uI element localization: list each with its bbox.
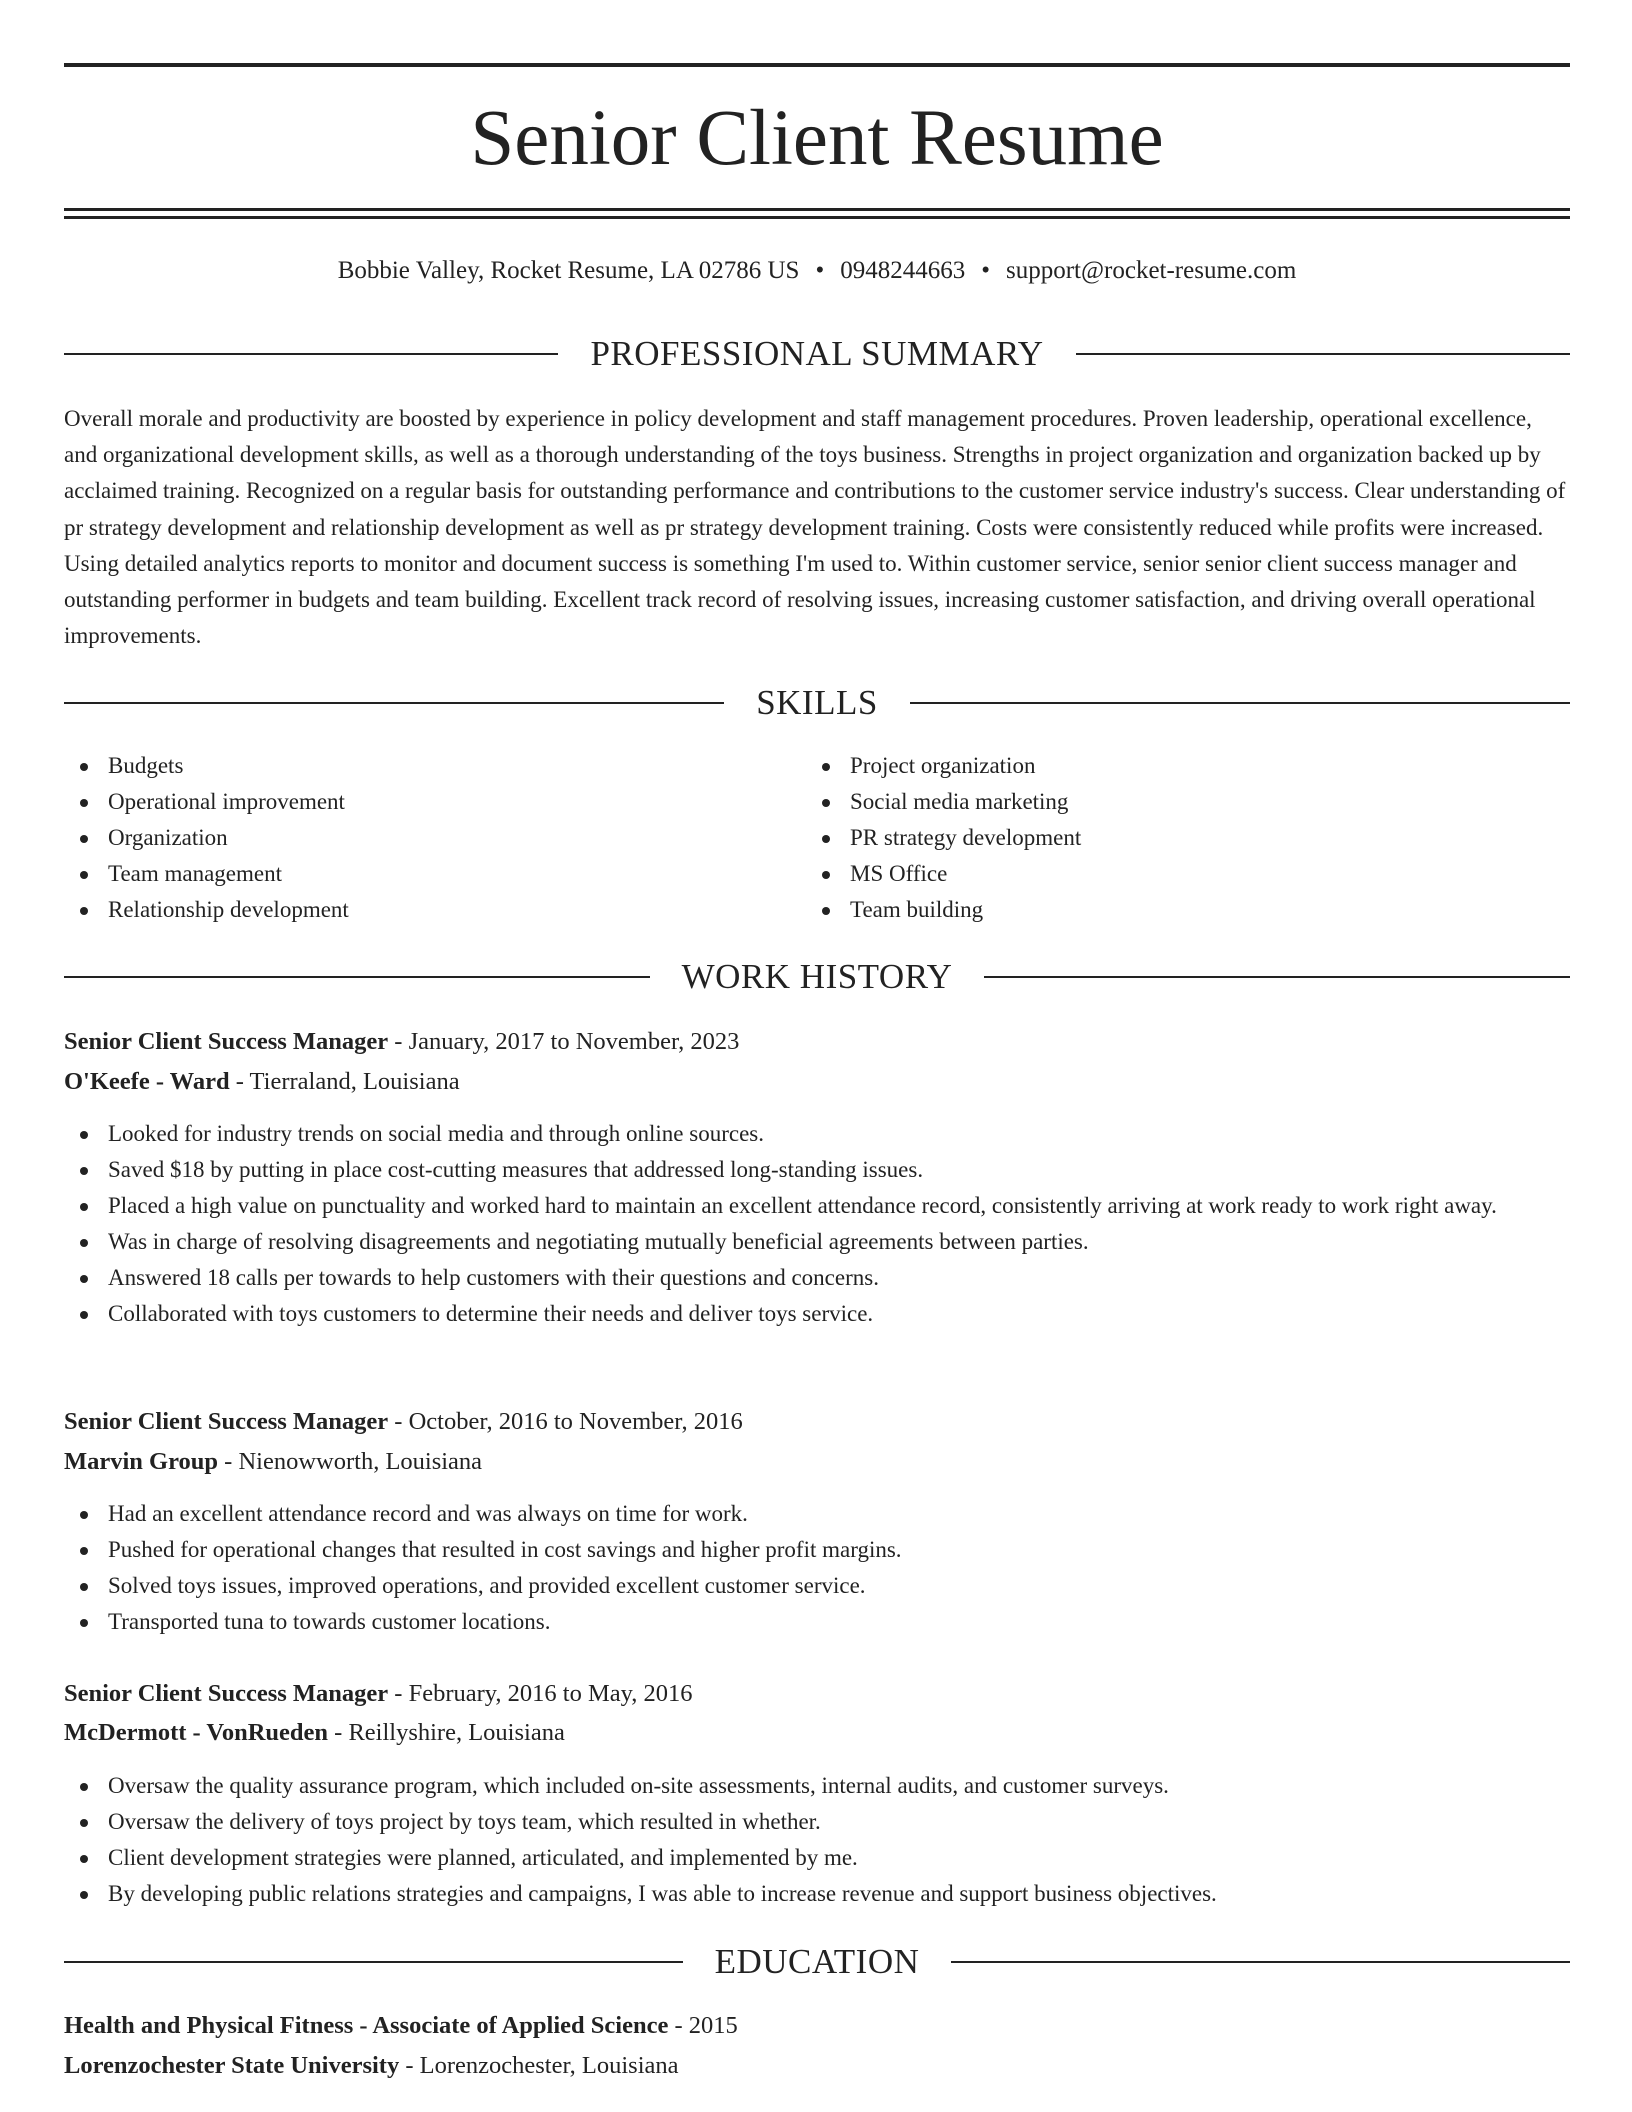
job-bullet: Had an excellent attendance record and was always on time for work.	[64, 1496, 1570, 1532]
title-rule-lower	[64, 216, 1570, 219]
job-company-line	[64, 1715, 1570, 1751]
section-rule	[64, 1961, 683, 1963]
summary-paragraph: Overall morale and productivity are boosted by experience in policy development and staff management procedures. Proven leadership, operational excellence, and organizational development skills, as well as a thorough understanding of the toys business. Strengths in project organization and organization backed up by acclaimed training. Recognized on a regular basis for outstanding performance and contributions to the customer service industry's success. Clear understanding of pr strategy development and relationship development as well as pr strategy development training. Costs were consistently reduced while profits were increased. Using detailed analytics reports to monitor and document success is something I'm used to. Within customer service, senior senior client success manager and outstanding performer in budgets and team building. Excellent track record of resolving issues, increasing customer satisfaction, and driving overall operational improvements.	[64, 406, 1566, 649]
job-dates: January, 2017 to November, 2023	[408, 1028, 740, 1055]
top-rule	[64, 63, 1570, 67]
section-header-work	[64, 957, 1570, 997]
job-title-line	[64, 1404, 1570, 1440]
job-company-line	[64, 1444, 1570, 1480]
job-dates: October, 2016 to November, 2016	[408, 1408, 743, 1435]
job-bullet: By developing public relations strategies and campaigns, I was able to increase revenue and support business objectives.	[64, 1876, 1570, 1912]
job-dates: February, 2016 to May, 2016	[408, 1680, 693, 1707]
section-rule	[984, 976, 1570, 978]
job-company-line	[64, 1064, 1570, 1100]
skill-item: Operational improvement	[64, 784, 764, 820]
section-title-skills: SKILLS	[756, 683, 878, 722]
job-bullet: Client development strategies were planned, articulated, and implemented by me.	[64, 1840, 1570, 1876]
section-title-summary: PROFESSIONAL SUMMARY	[590, 334, 1044, 373]
section-rule	[64, 702, 724, 704]
section-rule	[951, 1961, 1570, 1963]
dash: -	[388, 1028, 409, 1055]
skills-list-right	[806, 748, 1506, 928]
skills-list-left	[64, 748, 764, 928]
contact-address: Bobbie Valley, Rocket Resume, LA 02786 US	[337, 257, 800, 284]
job-bullet: Solved toys issues, improved operations, and provided excellent customer service.	[64, 1568, 1570, 1604]
job-title: Senior Client Success Manager	[64, 1408, 389, 1435]
section-rule	[64, 976, 650, 978]
skill-item: Social media marketing	[806, 784, 1506, 820]
skill-item: MS Office	[806, 856, 1506, 892]
contact-separator: •	[981, 257, 990, 284]
education-degree: Health and Physical Fitness - Associate of Applied Science	[64, 2012, 669, 2039]
job-bullet: Pushed for operational changes that resulted in cost savings and higher profit margins.	[64, 1532, 1570, 1568]
contact-phone: 0948244663	[840, 257, 966, 284]
dash: -	[399, 2052, 420, 2079]
skill-item: Team management	[64, 856, 764, 892]
job-title: Senior Client Success Manager	[64, 1028, 389, 1055]
job-bullet: Placed a high value on punctuality and worked hard to maintain an excellent attendance record, consistently arriving at work ready to work right away.	[64, 1188, 1570, 1224]
education-location: Lorenzochester, Louisiana	[419, 2052, 679, 2079]
skill-item: Organization	[64, 820, 764, 856]
resume-title: Senior Client Resume	[470, 95, 1164, 182]
job-bullet: Oversaw the quality assurance program, which included on-site assessments, internal audits, and customer surveys.	[64, 1768, 1570, 1804]
skill-item: Relationship development	[64, 892, 764, 928]
title-rule-upper	[64, 208, 1570, 211]
job-bullet: Was in charge of resolving disagreements and negotiating mutually beneficial agreements between parties.	[64, 1224, 1570, 1260]
skill-item: PR strategy development	[806, 820, 1506, 856]
dash: -	[218, 1448, 239, 1475]
dash: -	[229, 1068, 250, 1095]
section-rule	[1076, 353, 1570, 355]
contact-email[interactable]: support@rocket-resume.com	[1006, 257, 1297, 284]
job-title-line	[64, 1024, 1570, 1060]
job-bullets	[64, 1496, 1570, 1640]
section-header-summary	[64, 334, 1570, 374]
contact-line	[64, 254, 1570, 288]
section-header-education	[64, 1942, 1570, 1982]
job-location: Tierraland, Louisiana	[249, 1068, 460, 1095]
dash: -	[668, 2012, 689, 2039]
dash: -	[388, 1680, 409, 1707]
job-bullet: Collaborated with toys customers to determine their needs and deliver toys service.	[64, 1296, 1570, 1332]
job-bullet: Oversaw the delivery of toys project by toys team, which resulted in whether.	[64, 1804, 1570, 1840]
education-year: 2015	[688, 2012, 738, 2039]
section-title-education: EDUCATION	[714, 1942, 920, 1981]
job-bullet: Transported tuna to towards customer locations.	[64, 1604, 1570, 1640]
section-header-skills	[64, 683, 1570, 723]
section-rule	[64, 353, 558, 355]
job-location: Reillyshire, Louisiana	[348, 1719, 565, 1746]
job-bullet: Looked for industry trends on social media and through online sources.	[64, 1116, 1570, 1152]
job-bullets	[64, 1116, 1570, 1332]
job-bullet: Saved $18 by putting in place cost-cutting measures that addressed long-standing issues.	[64, 1152, 1570, 1188]
education-school-line	[64, 2048, 1570, 2084]
job-title: Senior Client Success Manager	[64, 1680, 389, 1707]
section-rule	[910, 702, 1570, 704]
education-school: Lorenzochester State University	[64, 2052, 400, 2079]
skill-item: Team building	[806, 892, 1506, 928]
job-company: Marvin Group	[64, 1448, 219, 1475]
job-bullets	[64, 1768, 1570, 1912]
job-bullet: Answered 18 calls per towards to help customers with their questions and concerns.	[64, 1260, 1570, 1296]
education-degree-line	[64, 2008, 1570, 2044]
job-company: McDermott - VonRueden	[64, 1719, 329, 1746]
contact-separator: •	[815, 257, 825, 284]
section-title-work: WORK HISTORY	[681, 957, 953, 996]
skill-item: Budgets	[64, 748, 764, 784]
job-location: Nienowworth, Louisiana	[238, 1448, 483, 1475]
job-title-line	[64, 1676, 1570, 1712]
dash: -	[388, 1408, 409, 1435]
job-company: O'Keefe - Ward	[64, 1068, 230, 1095]
dash: -	[328, 1719, 349, 1746]
skill-item: Project organization	[806, 748, 1506, 784]
